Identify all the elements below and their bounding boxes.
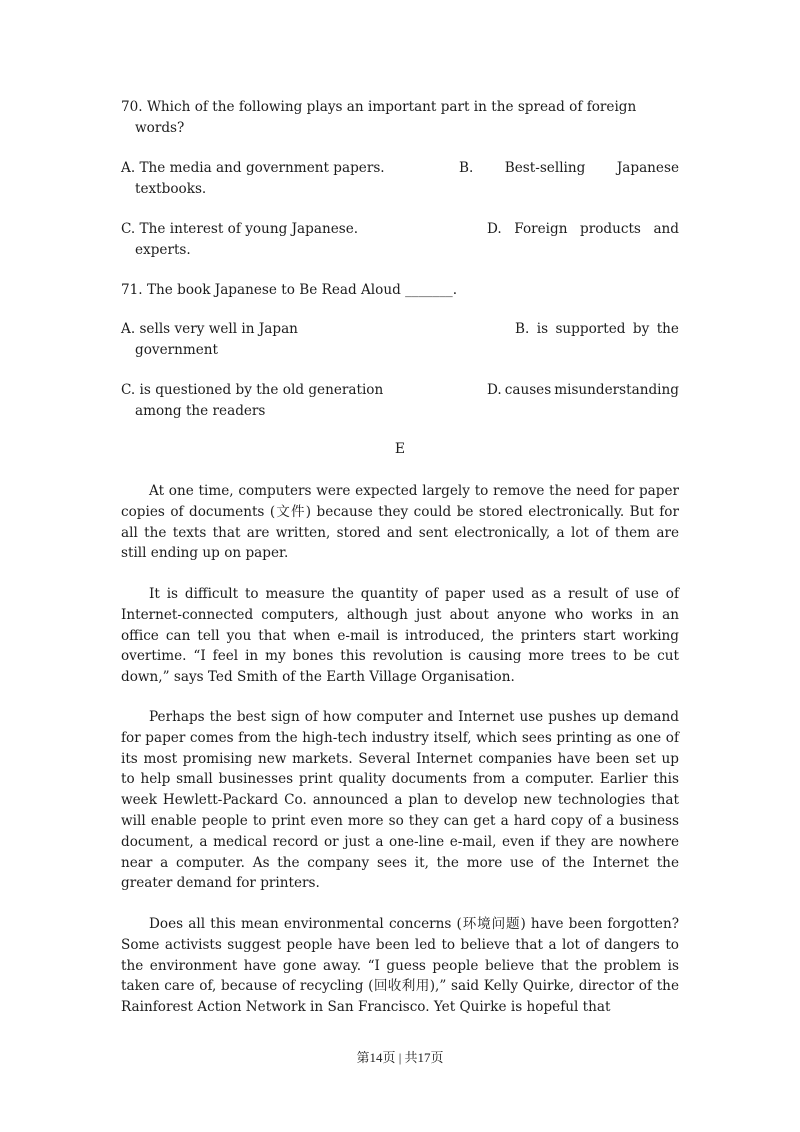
option-71-b: B. is supported by the [515, 321, 679, 337]
option-70-a: A. The media and government papers. [121, 160, 385, 176]
option-71-a: A. sells very well in Japan [121, 321, 298, 337]
passage-paragraph-4: Does all this mean environmental concerns (环境问题) have been forgotten? Some activists suggest people have been led to believe that a lot of dangers to the environment have gone away. “I guess people believe that the problem is taken care of, because of recycling (回收利用),” said Kelly Quirke, director of the Rainforest Action Network in San Francisco. Yet Quirke is hopeful that [121, 916, 679, 1016]
page-footer: 第14页 | 共17页 [356, 1050, 444, 1065]
option-71-b-continuation: government [135, 342, 219, 358]
option-71-d-continuation: among the readers [135, 403, 266, 419]
question-70-options-cd [121, 219, 679, 261]
passage-paragraph-2: It is difficult to measure the quantity of paper used as a result of use of Internet-connected computers, although just about anyone who works in an office can tell you that when e-mail is introduced, the printers start working overtime. “I feel in my bones this revolution is causing more trees to be cut down,” says Ted Smith of the Earth Village Organisation. [121, 586, 679, 686]
option-70-b: B. Best-selling Japanese [459, 160, 679, 176]
option-70-b-continuation: textbooks. [135, 181, 207, 197]
question-70-options-ab [121, 158, 679, 200]
option-70-d: D. Foreign products and [487, 221, 679, 237]
question-71-stem: 71. The book Japanese to Be Read Aloud _______. [121, 282, 458, 298]
question-70-stem: 70. Which of the following plays an important part in the spread of foreign words? [121, 99, 637, 136]
section-title: E [394, 441, 406, 457]
passage-paragraph-3: Perhaps the best sign of how computer and Internet use pushes up demand for paper comes from the high-tech industry itself, which sees printing as one of its most promising new markets. Several Internet companies have been set up to help small businesses print quality documents from a computer. Earlier this week Hewlett-Packard Co. announced a plan to develop new technologies that will enable people to print even more so they can get a hard copy of a business document, a medical record or just a one-line e-mail, even if they are nowhere near a computer. As the company sees it, the more use of the Internet the greater demand for printers. [121, 709, 679, 892]
option-71-d: D. causes misunderstanding [487, 382, 679, 398]
option-71-c: C. is questioned by the old generation [121, 382, 384, 398]
question-71-options-cd [121, 380, 679, 422]
question-71-options-ab [121, 319, 679, 361]
option-70-d-continuation: experts. [135, 242, 191, 258]
passage-paragraph-1: At one time, computers were expected largely to remove the need for paper copies of documents (文件) because they could be stored electronically. But for all the texts that are written, stored and sent electronically, a lot of them are still ending up on paper. [121, 483, 679, 562]
option-70-c: C. The interest of young Japanese. [121, 221, 359, 237]
